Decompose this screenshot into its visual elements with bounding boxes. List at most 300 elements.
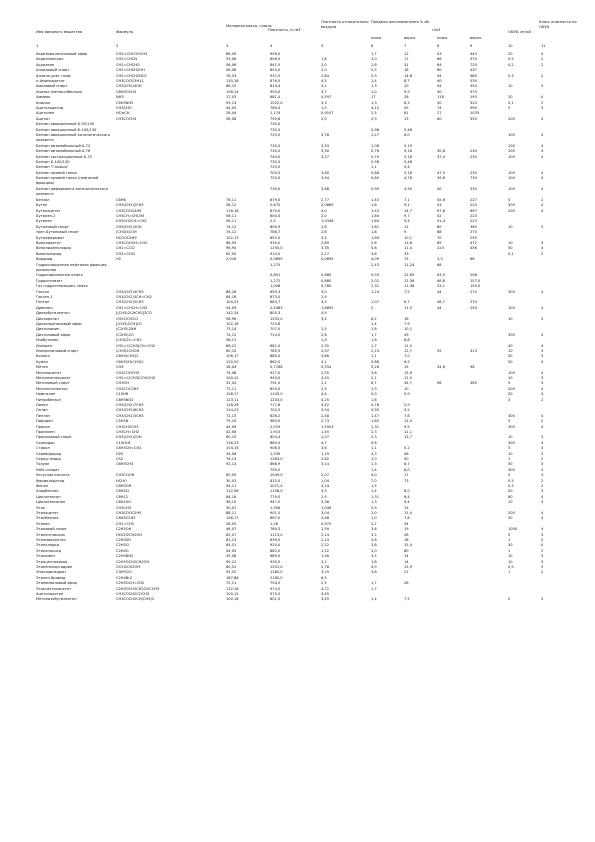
table-cell: 4: [541, 149, 544, 154]
table-cell: 4,3: [371, 451, 377, 456]
table-cell: Этиленхлоргидрин: [36, 565, 73, 569]
table-cell: 3,3: [321, 100, 327, 105]
table-cell: 1,7: [371, 343, 377, 348]
table-cell: 33: [404, 251, 409, 256]
table-cell: 3: [541, 532, 544, 537]
table-cell: 5,6: [371, 246, 377, 251]
header-density: Плотность, кг/м3: [268, 28, 301, 32]
table-cell: 120,20: [226, 359, 239, 364]
table-cell: 3,38: [321, 500, 330, 505]
table-cell: 96,94: [226, 246, 237, 251]
table-cell: 7,0: [404, 354, 410, 359]
table-cell: 8,4: [404, 494, 410, 499]
table-cell: 142,24: [226, 311, 239, 316]
table-cell: 3,2: [404, 408, 410, 413]
table-cell: 440: [470, 52, 477, 56]
table-cell: 3,1: [321, 84, 327, 89]
table-cell: Винилхлорид: [36, 251, 62, 256]
table-cell: 3,0: [321, 289, 327, 294]
table-cell: 106,17: [226, 516, 239, 521]
table-cell: Метан: [36, 365, 48, 370]
table-cell: 1,04: [321, 478, 330, 483]
table-cell: 2,9: [371, 505, 377, 510]
table-cell: 6,7: [404, 300, 410, 305]
table-cell: 2,3: [371, 435, 377, 440]
table-cell: 0,680: [321, 278, 332, 283]
table-cell: 975,0: [270, 592, 281, 596]
table-cell: C2H5OCH2CH2OOCCH3: [116, 586, 160, 591]
table-cell: 112,56: [226, 489, 239, 494]
table-cell: 1,85: [371, 419, 380, 424]
table-cell: 2,9: [371, 116, 377, 121]
table-cell: Этилен: [36, 521, 50, 526]
table-cell: C5H5N: [116, 419, 129, 424]
table-cell: 2,6: [321, 230, 327, 235]
table-cell: 1263,0: [270, 457, 283, 461]
table-cell: 901,0: [270, 511, 281, 515]
table-cell: ClCH2CH2OH: [116, 565, 141, 569]
table-cell: Диэтиловый эфир: [36, 332, 71, 337]
table-cell: 14,7: [404, 208, 413, 213]
table-cell: 0,0899: [270, 257, 283, 262]
table-cell: 3,35: [321, 246, 330, 251]
table-cell: 62,50: [226, 251, 237, 256]
table-cell: C6H5CH3: [116, 462, 134, 467]
table-cell: 0,79: [371, 154, 380, 159]
table-cell: 5,19: [404, 143, 413, 148]
table-cell: 220: [470, 203, 477, 208]
table-cell: 3,6: [371, 251, 377, 256]
table-cell: 2: [541, 100, 544, 105]
table-cell: 4: [541, 246, 544, 251]
table-cell: Ксилол: [36, 354, 50, 359]
table-cell: Пропан: [36, 424, 51, 429]
table-cell: 6,7: [404, 462, 410, 467]
table-cell: 100: [508, 143, 515, 148]
table-cell: 866,9: [270, 462, 281, 467]
table-cell: 81: [404, 111, 409, 116]
table-cell: 841,0: [270, 62, 281, 67]
table-cell: 1,81: [371, 224, 380, 229]
table-cell: 40: [437, 187, 442, 191]
table-cell: 56,06: [226, 62, 237, 67]
table-cell: Гексен-1: [36, 295, 53, 299]
table-cell: Этан: [36, 505, 46, 510]
table-cell: 2,07: [321, 435, 330, 440]
table-cell: 60: [437, 68, 442, 73]
table-row: [0, 263, 595, 274]
table-cell: 3,0: [371, 57, 377, 62]
table-cell: 0,3: [508, 73, 514, 78]
table-cell: 100: [508, 305, 515, 310]
table-cell: 100,12: [226, 592, 239, 596]
table-cell: Ацетон: [36, 116, 50, 121]
table-cell: 10: [404, 386, 409, 391]
table-cell: 90,12: [226, 559, 237, 564]
table-cell: Нонан: [36, 403, 48, 407]
table-cell: 2,73: [321, 419, 330, 424]
table-cell: 250: [470, 235, 477, 240]
table-cell: 697: [470, 208, 477, 213]
table-cell: 78,11: [226, 197, 237, 202]
table-cell: CH2=C(CH3)COOCH3: [116, 376, 155, 380]
table-cell: 600,0: [270, 214, 281, 218]
table-cell: 1,1: [371, 446, 377, 451]
table-cell: 10: [508, 316, 513, 321]
table-cell: Метилэтилкетон: [36, 386, 68, 391]
table-cell: 906,0: [270, 446, 281, 451]
table-cell: 44: [437, 84, 442, 89]
table-cell: 1,4: [371, 322, 377, 326]
table-cell: 136,23: [226, 440, 239, 445]
table-cell: CH3COOCH3: [116, 370, 140, 375]
table-cell: Этилен-бромид: [36, 575, 66, 580]
table-cell: C2H5Cl: [116, 543, 130, 548]
table-cell: 9,4: [404, 219, 410, 224]
table-cell: H2S: [116, 451, 124, 456]
table-cell: 0,9: [371, 392, 377, 397]
table-cell: 2,6: [321, 224, 327, 229]
table-cell: 1,8692: [321, 305, 334, 310]
table-cell: 4: [541, 208, 544, 213]
table-cell: 8,3: [404, 100, 410, 105]
table-cell: CH3OH: [116, 381, 130, 386]
table-cell: Уксусная кислота: [36, 473, 70, 478]
table-cell: 1253,0: [270, 316, 283, 321]
table-cell: 1,272: [270, 278, 281, 283]
table-cell: Дивинил: [36, 305, 53, 310]
table-cell: 46,8: [437, 278, 446, 283]
table-cell: 0,88: [371, 170, 380, 175]
table-cell: 5: [508, 106, 511, 110]
table-cell: 730,0: [270, 160, 281, 164]
table-cell: 1,43: [371, 208, 380, 213]
table-cell: 862,0: [270, 359, 281, 364]
table-cell: 1,45: [321, 430, 330, 434]
table-cell: 5,4: [404, 165, 410, 170]
table-cell: CH3COOC4H9: [116, 208, 142, 213]
table-cell: 74,12: [226, 230, 237, 235]
table-cell: 3,04: [321, 511, 330, 515]
table-cell: C6H5C2H5: [116, 516, 136, 521]
table-cell: 10: [508, 349, 513, 353]
table-cell: Ацетилацетон: [36, 592, 64, 596]
table-cell: 300: [508, 413, 515, 418]
table-cell: 2,48: [321, 413, 330, 418]
table-cell: 2,89: [321, 241, 330, 245]
table-cell: Этилацетат: [36, 511, 59, 515]
table-cell: 2,6: [371, 241, 377, 245]
table-cell: 2,43: [371, 262, 380, 267]
table-cell: Этилбензол: [36, 516, 59, 521]
table-cell: 68: [437, 230, 442, 235]
table-cell: 5: [508, 532, 511, 537]
table-cell: 88,15: [226, 84, 237, 89]
table-cell: 60,05: [226, 473, 237, 478]
table-cell: 730,0: [270, 143, 281, 148]
table-cell: 2: [541, 548, 544, 553]
table-cell: 108,14: [226, 89, 239, 94]
table-cell: Сероводород: [36, 451, 62, 456]
table-cell: 683,7: [270, 300, 281, 305]
table-cell: 3,2: [371, 532, 377, 537]
table-cell: 28,05: [226, 521, 237, 526]
table-cell: 2,672: [270, 203, 281, 208]
table-cell: Хлорбензол: [36, 489, 59, 494]
table-cell: C6H10O: [116, 500, 131, 505]
table-cell: 2: [371, 305, 374, 310]
table-cell: 5: [508, 446, 511, 451]
table-cell: 3,60: [321, 170, 330, 175]
table-cell: Пропилен: [36, 430, 55, 434]
table-cell: 1,52: [321, 548, 330, 553]
table-cell: 18: [404, 68, 409, 73]
table-cell: 730,0: [270, 127, 281, 132]
table-cell: 40: [437, 79, 442, 83]
table-cell: 50: [404, 457, 409, 461]
table-cell: 2,23: [371, 349, 380, 353]
table-cell: 2,5: [321, 327, 327, 332]
table-cell: 717,6: [270, 403, 281, 407]
table-cell: Аммиак: [36, 95, 51, 100]
table-cell: 80: [508, 494, 513, 499]
table-cell: 50: [508, 543, 513, 548]
table-cell: 3,19: [321, 570, 330, 575]
table-cell: 4: [541, 305, 544, 310]
table-cell: 46,7: [437, 300, 446, 305]
table-cell: 5: [508, 597, 511, 602]
table-cell: Гептан: [36, 300, 50, 305]
table-cell: 100: [508, 149, 515, 154]
table-cell: 801,0: [270, 597, 281, 602]
table-cell: Толуол: [36, 462, 50, 467]
table-cell: 94: [437, 73, 442, 78]
table-cell: 870,0: [270, 208, 281, 213]
table-cell: 6,2: [371, 316, 377, 321]
table-cell: 3,78: [321, 133, 330, 137]
table-cell: C6H5CH(CH3)2: [116, 359, 144, 364]
table-cell: 11,4: [404, 246, 413, 251]
table-cell: n-Аминоацетат: [36, 79, 65, 83]
table-cell: 1,60: [371, 219, 380, 224]
table-cell: CH2=CHCH=CH2: [116, 305, 148, 310]
table-cell: 2,5: [321, 581, 327, 586]
table-cell: 1,9: [321, 338, 327, 343]
table-cell: 1022,0: [270, 100, 283, 105]
table-cell: 2,9: [321, 494, 327, 499]
table-cell: (CH3)2CHOH: [116, 349, 140, 353]
table-cell: CH3COOH: [116, 473, 135, 478]
table-cell: 300: [508, 289, 515, 294]
table-cell: 80,51: [226, 565, 237, 569]
table-cell: 1,3: [371, 500, 377, 505]
table-cell: 4: [541, 133, 544, 137]
table-cell: 230: [470, 154, 477, 159]
table-cell: 974,0: [270, 586, 281, 591]
column-numbers-row: [0, 44, 595, 50]
table-cell: 4: [541, 516, 544, 521]
table-cell: [(CH3)2CHCH2]2CO: [116, 311, 152, 316]
table-cell: 805,0: [270, 386, 281, 391]
subheader-upper-2: верхн.: [470, 36, 483, 40]
table-cell: CH3CH3: [116, 505, 131, 510]
table-cell: Этиленгликоль: [36, 532, 66, 537]
table-cell: 20: [508, 392, 513, 397]
table-cell: CH3(CH2)3CH3: [116, 413, 144, 418]
table-cell: 5: [508, 197, 511, 202]
table-cell: 100: [508, 154, 515, 159]
table-cell: 98,96: [226, 316, 237, 321]
table-cell: 3,4: [321, 316, 327, 321]
table-cell: 2,55: [321, 370, 330, 375]
table-cell: 72,11: [226, 581, 237, 586]
table-cell: CH2=CHCH2OH: [116, 68, 145, 73]
table-cell: 0,98: [371, 127, 380, 132]
table-cell: 45,6: [437, 197, 446, 202]
table-cell: 11,5: [404, 343, 413, 348]
table-cell: 19: [404, 527, 409, 532]
table-cell: 1,5503: [321, 424, 334, 429]
table-cell: 3: [541, 597, 544, 602]
header-relative-density: Плотность относительно воздуха: [321, 20, 369, 29]
table-cell: 84,16: [226, 494, 237, 499]
table-cell: 159,0: [470, 284, 481, 289]
table-cell: 102,18: [226, 322, 239, 326]
table-cell: 892,0: [270, 235, 281, 240]
table-cell: Винилиденхлорид: [36, 246, 71, 251]
table-cell: 2,0: [321, 62, 327, 67]
table-cell: CH4: [116, 365, 124, 370]
table-cell: 4,9: [371, 565, 377, 569]
table-cell: 10: [508, 84, 513, 89]
table-cell: 2,5: [270, 219, 276, 224]
table-cell: 223: [470, 214, 477, 218]
table-cell: 3: [541, 473, 544, 478]
table-cell: 2,019: [270, 424, 281, 429]
table-cell: 6,5: [404, 359, 410, 364]
table-cell: Циклогексан: [36, 494, 61, 499]
table-cell: Этиловый спирт: [36, 527, 67, 532]
table-cell: 754,0: [270, 581, 281, 586]
table-cell: 75: [404, 257, 409, 262]
table-cell: 3,24: [321, 484, 330, 488]
table-cell: 4: [541, 527, 544, 532]
table-cell: Этилвиниловый эфир: [36, 581, 77, 586]
table-cell: 983,0: [270, 419, 281, 424]
table-cell: 100,12: [226, 376, 239, 380]
table-cell: HC≡CH: [116, 111, 130, 116]
table-cell: 1,9336: [321, 219, 334, 224]
table-row: [0, 597, 595, 602]
table-cell: 1,19: [321, 451, 330, 456]
table-cell: C6H12: [116, 494, 129, 499]
table-cell: 943,0: [270, 376, 281, 380]
subheader-upper-1: верхн.: [404, 36, 417, 40]
table-cell: 16: [404, 316, 409, 321]
table-cell: 200: [508, 208, 515, 213]
table-cell: 2,07: [321, 349, 330, 353]
table-cell: H2: [116, 257, 121, 262]
table-cell: 98: [470, 365, 475, 370]
table-cell: C10H8: [116, 392, 129, 397]
table-cell: 0,76: [371, 149, 380, 154]
table-cell: Уайт-спирит: [36, 467, 60, 472]
table-cell: 10: [508, 241, 513, 245]
table-cell: 2,9: [404, 403, 410, 407]
table-cell: 2,62: [321, 457, 330, 461]
table-cell: 50: [508, 354, 513, 359]
table-cell: 370: [470, 57, 477, 62]
table-cell: 3: [541, 381, 544, 386]
table-cell: 2,5: [321, 386, 327, 391]
table-cell: NH3: [116, 95, 124, 100]
table-cell: 1,4: [371, 79, 377, 83]
header-formula: Формула: [116, 30, 133, 34]
table-cell: 880,0: [270, 354, 281, 359]
table-cell: 0,9107: [321, 111, 334, 116]
table-cell: 4: [541, 143, 544, 148]
table-cell: 0,3: [508, 484, 514, 488]
table-cell: 1,60: [371, 214, 380, 218]
table-cell: 250: [470, 305, 477, 310]
table-cell: 4,42: [321, 403, 330, 407]
table-cell: 47,5: [437, 170, 446, 175]
table-cell: 920,0: [270, 543, 281, 548]
table-cell: 320: [470, 100, 477, 105]
table-cell: 60,10: [226, 349, 237, 353]
table-cell: 4,0: [371, 473, 377, 478]
table-cell: HCOOC4H9: [116, 235, 137, 240]
table-cell: 437: [470, 68, 477, 73]
table-cell: 50: [508, 462, 513, 467]
table-cell: 0,5: [508, 565, 514, 569]
table-cell: Бутиловый спирт: [36, 224, 69, 229]
table-cell: 4: [541, 440, 544, 445]
table-cell: 100: [508, 133, 515, 137]
table-cell: 5: [508, 419, 511, 424]
table-cell: 1,8: [371, 397, 377, 402]
table-cell: 100: [508, 370, 515, 375]
table-cell: 4: [541, 203, 544, 208]
table-cell: 98: [437, 381, 442, 386]
table-cell: CH2=C(CH3)CH=CH2: [116, 343, 156, 348]
table-cell: 2,35: [321, 343, 330, 348]
table-cell: Изопрен: [36, 343, 52, 348]
table-cell: 2,9: [321, 295, 327, 299]
column-number: 8: [437, 44, 440, 48]
table-cell: Бензин авиационный каталитического крекинга: [36, 133, 111, 143]
table-cell: 927,0: [270, 370, 281, 375]
table-cell: 681,4: [270, 95, 281, 100]
table-cell: 730,0: [270, 122, 281, 127]
table-cell: 70: [437, 235, 442, 240]
table-cell: 2: [541, 451, 544, 456]
table-cell: 1145,0: [270, 392, 283, 397]
table-cell: 11,5: [404, 305, 413, 310]
table-cell: Бензин прямой гонки: [36, 170, 77, 175]
table-cell: 1,4: [371, 489, 377, 494]
table-cell: 43: [437, 203, 442, 208]
table-cell: 4: [541, 95, 544, 100]
table-cell: 805,3: [270, 311, 281, 316]
table-cell: 790,0: [270, 467, 281, 472]
table-cell: Изопропиловый спирт: [36, 349, 79, 353]
table-cell: 370: [470, 89, 477, 94]
table-cell: 720: [470, 62, 477, 67]
table-cell: 0,1: [508, 251, 514, 256]
table-cell: 910,0: [270, 251, 281, 256]
table-cell: CH3(CH2)4OH: [116, 84, 142, 89]
